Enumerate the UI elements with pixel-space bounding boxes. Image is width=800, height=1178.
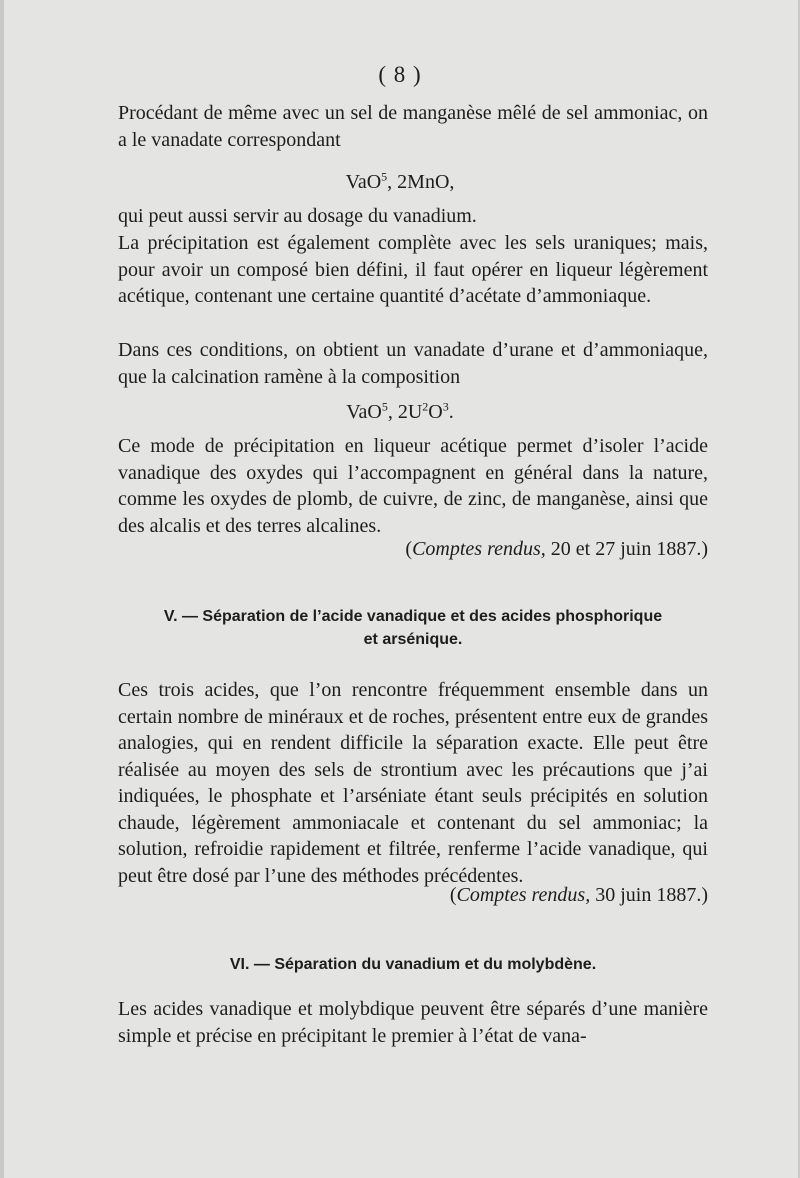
section-heading-vi — [118, 953, 708, 976]
paragraph-7-text: Les acides vanadique et molybdique peuvent être séparés d’une manière simple et précise en précipitant le premier à l’état de vana- — [118, 998, 708, 1047]
citation-1-open: ( — [405, 538, 413, 560]
paragraph-3-text: La précipitation est également complète avec les sels uraniques; mais, pour avoir un composé bien défini, il faut opérer en liqueur légèrement acétique, contenant une certaine quantité d’acétate d’ammoniaque. — [118, 232, 708, 307]
section-heading-v — [118, 605, 708, 651]
paragraph-2-text: qui peut aussi servir au dosage du vanadium. — [118, 205, 477, 227]
citation-2 — [118, 884, 708, 907]
paragraph-3 — [118, 230, 708, 310]
formula-1-part-a: VaO — [345, 171, 382, 193]
citation-1 — [118, 538, 708, 561]
formula-2-part-d: . — [448, 401, 454, 423]
paragraph-5 — [118, 433, 708, 539]
paragraph-6 — [118, 677, 708, 889]
paragraph-2 — [118, 203, 708, 230]
paragraph-4 — [118, 337, 708, 390]
formula-1-exponent: 5 — [381, 169, 388, 184]
citation-2-date: 30 juin 1887.) — [590, 884, 708, 906]
formula-vanadate-urane — [0, 401, 800, 424]
formula-2-part-b: , 2U — [387, 401, 423, 423]
paragraph-1 — [118, 100, 708, 153]
formula-2-part-a: VaO — [346, 401, 382, 423]
section-heading-vi-text: VI. — Séparation du vanadium et du molybdène. — [229, 956, 597, 973]
citation-1-journal: Comptes rendus, — [412, 538, 546, 560]
citation-2-open: ( — [449, 884, 457, 906]
paragraph-4-text: Dans ces conditions, on obtient un vanadate d’urane et d’ammoniaque, que la calcination ramène à la composition — [118, 339, 708, 388]
paragraph-6-text: Ces trois acides, que l’on rencontre fréquemment ensemble dans un certain nombre de minéraux et de roches, présentent entre eux de grandes analogies, qui en rendent difficile la séparation exacte. Elle peut être réalisée au moyen des sels de strontium avec les précautions que j’ai indiquées, le phosphate et l’arséniate étant seuls précipités en solution chaude, légèrement ammoniacale et contenant du sel ammoniac; la solution, refroidie rapidement et filtrée, renferme l’acide vanadique, qui peut être dosé par l’une des méthodes précédentes. — [118, 679, 708, 887]
formula-2-exponent-2: 2 — [422, 399, 429, 414]
formula-2-part-c: O — [428, 401, 443, 423]
paragraph-7 — [118, 996, 708, 1049]
citation-2-journal: Comptes rendus, — [456, 884, 591, 906]
section-heading-v-line-2: et arsénique. — [363, 631, 463, 648]
formula-2-exponent-3: 3 — [442, 399, 449, 414]
paragraph-5-text: Ce mode de précipitation en liqueur acétique permet d’isoler l’acide vanadique des oxydes qui l’accompagnent en général dans la nature, comme les oxydes de plomb, de cuivre, de zinc, de manganèse, ainsi que des alcalis et des terres alcalines. — [118, 435, 708, 537]
formula-vanadate-manganese — [0, 171, 800, 194]
section-heading-v-line-1: V. — Séparation de l’acide vanadique et des acides phosphorique — [163, 608, 663, 625]
formula-2-exponent-1: 5 — [381, 399, 388, 414]
citation-1-date: 20 et 27 juin 1887.) — [545, 538, 708, 560]
formula-1-part-b: , 2MnO, — [387, 171, 455, 193]
paragraph-1-text: Procédant de même avec un sel de manganèse mêlé de sel ammoniac, on a le vanadate correspondant — [118, 102, 708, 151]
page-number: ( 8 ) — [378, 62, 422, 87]
